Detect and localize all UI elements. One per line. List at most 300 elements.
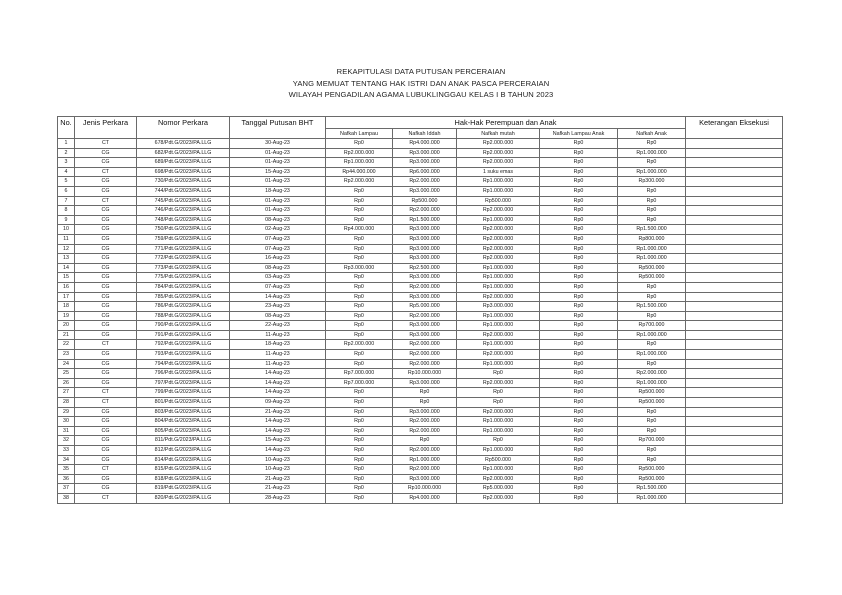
cell-nafkah-lampau: Rp0	[326, 302, 393, 312]
cell-tanggal-putusan: 01-Aug-23	[230, 158, 326, 168]
cell-nafkah-mutah: Rp2.000.000	[457, 234, 540, 244]
cell-nomor-perkara: 805/Pdt.G/2023/PA.LLG	[137, 426, 230, 436]
cell-nafkah-lampau: Rp3.000.000	[326, 263, 393, 273]
cell-nafkah-lampau-anak: Rp0	[540, 186, 618, 196]
cell-keterangan-eksekusi	[686, 311, 783, 321]
cell-nomor-perkara: 792/Pdt.G/2023/PA.LLG	[137, 340, 230, 350]
cell-tanggal-putusan: 07-Aug-23	[230, 244, 326, 254]
cell-nafkah-iddah: Rp2.000.000	[393, 465, 457, 475]
cell-nafkah-lampau: Rp0	[326, 388, 393, 398]
cell-nomor-perkara: 750/Pdt.G/2023/PA.LLG	[137, 225, 230, 235]
cell-tanggal-putusan: 14-Aug-23	[230, 426, 326, 436]
cell-nafkah-lampau: Rp0	[326, 359, 393, 369]
cell-jenis-perkara: CG	[75, 292, 137, 302]
cell-nomor-perkara: 790/Pdt.G/2023/PA.LLG	[137, 321, 230, 331]
subheader-nafkah-mutah: Nafkah mutah	[457, 129, 540, 139]
cell-jenis-perkara: CG	[75, 206, 137, 216]
subheader-nafkah-iddah: Nafkah Iddah	[393, 129, 457, 139]
cell-nomor-perkara: 818/Pdt.G/2023/PA.LLG	[137, 474, 230, 484]
cell-nafkah-iddah: Rp2.000.000	[393, 446, 457, 456]
cell-nafkah-iddah: Rp1.500.000	[393, 215, 457, 225]
cell-keterangan-eksekusi	[686, 302, 783, 312]
cell-nomor-perkara: 682/Pdt.G/2023/PA.LLG	[137, 148, 230, 158]
cell-nafkah-anak: Rp0	[618, 417, 686, 427]
cell-nomor-perkara: 748/Pdt.G/2023/PA.LLG	[137, 215, 230, 225]
cell-tanggal-putusan: 10-Aug-23	[230, 455, 326, 465]
cell-nafkah-lampau-anak: Rp0	[540, 254, 618, 264]
cell-nafkah-mutah: Rp2.000.000	[457, 244, 540, 254]
cell-nafkah-iddah: Rp0	[393, 436, 457, 446]
cell-nafkah-anak: Rp1.500.000	[618, 484, 686, 494]
cell-nafkah-mutah: Rp2.000.000	[457, 148, 540, 158]
cell-nafkah-lampau-anak: Rp0	[540, 225, 618, 235]
cell-nafkah-lampau-anak: Rp0	[540, 244, 618, 254]
header-tanggal-putusan: Tanggal Putusan BHT	[230, 117, 326, 139]
cell-nafkah-anak: Rp0	[618, 340, 686, 350]
cell-jenis-perkara: CG	[75, 359, 137, 369]
cell-nomor-perkara: 801/Pdt.G/2023/PA.LLG	[137, 398, 230, 408]
cell-keterangan-eksekusi	[686, 388, 783, 398]
subheader-nafkah-anak: Nafkah Anak	[618, 129, 686, 139]
cell-nomor-perkara: 812/Pdt.G/2023/PA.LLG	[137, 446, 230, 456]
table-row	[58, 225, 783, 235]
cell-nafkah-anak: Rp0	[618, 407, 686, 417]
table-row	[58, 186, 783, 196]
cell-tanggal-putusan: 21-Aug-23	[230, 484, 326, 494]
cell-tanggal-putusan: 08-Aug-23	[230, 263, 326, 273]
cell-tanggal-putusan: 18-Aug-23	[230, 186, 326, 196]
cell-nafkah-anak: Rp0	[618, 426, 686, 436]
cell-nomor-perkara: 745/Pdt.G/2023/PA.LLG	[137, 196, 230, 206]
cell-no: 17	[58, 292, 75, 302]
cell-nafkah-lampau-anak: Rp0	[540, 282, 618, 292]
cell-nafkah-mutah: Rp1.000.000	[457, 340, 540, 350]
cell-nomor-perkara: 819/Pdt.G/2023/PA.LLG	[137, 484, 230, 494]
cell-jenis-perkara: CG	[75, 244, 137, 254]
cell-nafkah-lampau-anak: Rp0	[540, 215, 618, 225]
cell-tanggal-putusan: 18-Aug-23	[230, 340, 326, 350]
cell-nafkah-anak: Rp0	[618, 196, 686, 206]
cell-nomor-perkara: 771/Pdt.G/2023/PA.LLG	[137, 244, 230, 254]
cell-nafkah-anak: Rp0	[618, 311, 686, 321]
cell-nafkah-iddah: Rp0	[393, 388, 457, 398]
cell-keterangan-eksekusi	[686, 263, 783, 273]
cell-jenis-perkara: CG	[75, 436, 137, 446]
table-row	[58, 196, 783, 206]
cell-no: 24	[58, 359, 75, 369]
cell-nafkah-lampau-anak: Rp0	[540, 196, 618, 206]
cell-nafkah-iddah: Rp3.000.000	[393, 407, 457, 417]
cell-nafkah-iddah: Rp3.000.000	[393, 330, 457, 340]
cell-jenis-perkara: CG	[75, 455, 137, 465]
cell-jenis-perkara: CG	[75, 186, 137, 196]
cell-nafkah-anak: Rp0	[618, 446, 686, 456]
cell-nafkah-anak: Rp700.000	[618, 436, 686, 446]
rekap-table	[57, 116, 783, 504]
cell-nafkah-anak: Rp1.500.000	[618, 302, 686, 312]
header-jenis-perkara: Jenis Perkara	[75, 117, 137, 139]
cell-jenis-perkara: CG	[75, 282, 137, 292]
cell-no: 30	[58, 417, 75, 427]
cell-tanggal-putusan: 01-Aug-23	[230, 177, 326, 187]
cell-jenis-perkara: CG	[75, 484, 137, 494]
cell-nomor-perkara: 811/Pdt.G/2023/PA.LLG	[137, 436, 230, 446]
cell-nafkah-mutah: Rp1.000.000	[457, 273, 540, 283]
cell-nafkah-anak: Rp0	[618, 158, 686, 168]
cell-nafkah-anak: Rp0	[618, 215, 686, 225]
cell-jenis-perkara: CG	[75, 350, 137, 360]
cell-nafkah-lampau: Rp0	[326, 273, 393, 283]
cell-nafkah-iddah: Rp3.000.000	[393, 321, 457, 331]
cell-nafkah-mutah: Rp1.000.000	[457, 417, 540, 427]
cell-jenis-perkara: CT	[75, 196, 137, 206]
cell-jenis-perkara: CG	[75, 225, 137, 235]
cell-nomor-perkara: 791/Pdt.G/2023/PA.LLG	[137, 330, 230, 340]
cell-nomor-perkara: 785/Pdt.G/2023/PA.LLG	[137, 292, 230, 302]
cell-tanggal-putusan: 21-Aug-23	[230, 407, 326, 417]
cell-keterangan-eksekusi	[686, 215, 783, 225]
cell-nafkah-lampau: Rp7.000.000	[326, 378, 393, 388]
cell-tanggal-putusan: 11-Aug-23	[230, 350, 326, 360]
cell-nafkah-mutah: Rp2.000.000	[457, 350, 540, 360]
cell-jenis-perkara: CG	[75, 417, 137, 427]
cell-nafkah-mutah: Rp2.000.000	[457, 158, 540, 168]
table-row	[58, 215, 783, 225]
cell-nomor-perkara: 788/Pdt.G/2023/PA.LLG	[137, 311, 230, 321]
cell-nafkah-lampau-anak: Rp0	[540, 407, 618, 417]
cell-no: 36	[58, 474, 75, 484]
cell-tanggal-putusan: 01-Aug-23	[230, 206, 326, 216]
cell-keterangan-eksekusi	[686, 139, 783, 149]
cell-keterangan-eksekusi	[686, 493, 783, 503]
cell-nafkah-lampau-anak: Rp0	[540, 369, 618, 379]
cell-nomor-perkara: 786/Pdt.G/2023/PA.LLG	[137, 302, 230, 312]
cell-nafkah-lampau: Rp2.000.000	[326, 148, 393, 158]
cell-nafkah-iddah: Rp3.000.000	[393, 474, 457, 484]
cell-nafkah-anak: Rp500.000	[618, 398, 686, 408]
cell-keterangan-eksekusi	[686, 321, 783, 331]
table-row	[58, 167, 783, 177]
table-row	[58, 177, 783, 187]
subheader-nafkah-lampau: Nafkah Lampau	[326, 129, 393, 139]
cell-nafkah-iddah: Rp2.000.000	[393, 206, 457, 216]
cell-jenis-perkara: CT	[75, 139, 137, 149]
cell-tanggal-putusan: 01-Aug-23	[230, 196, 326, 206]
cell-no: 5	[58, 177, 75, 187]
table-row	[58, 493, 783, 503]
table-row	[58, 292, 783, 302]
subheader-nafkah-lampau-anak: Nafkah Lampau Anak	[540, 129, 618, 139]
cell-jenis-perkara: CG	[75, 158, 137, 168]
cell-nafkah-lampau: Rp7.000.000	[326, 369, 393, 379]
cell-nafkah-iddah: Rp3.000.000	[393, 244, 457, 254]
cell-no: 19	[58, 311, 75, 321]
cell-nafkah-lampau-anak: Rp0	[540, 417, 618, 427]
cell-no: 2	[58, 148, 75, 158]
cell-nafkah-mutah: Rp1.000.000	[457, 359, 540, 369]
cell-nafkah-lampau-anak: Rp0	[540, 350, 618, 360]
cell-no: 34	[58, 455, 75, 465]
cell-nafkah-iddah: Rp3.000.000	[393, 273, 457, 283]
cell-tanggal-putusan: 08-Aug-23	[230, 311, 326, 321]
cell-nomor-perkara: 744/Pdt.G/2023/PA.LLG	[137, 186, 230, 196]
cell-nafkah-iddah: Rp6.000.000	[393, 167, 457, 177]
table-row	[58, 282, 783, 292]
cell-keterangan-eksekusi	[686, 292, 783, 302]
cell-keterangan-eksekusi	[686, 148, 783, 158]
cell-nomor-perkara: 814/Pdt.G/2023/PA.LLG	[137, 455, 230, 465]
cell-nafkah-lampau-anak: Rp0	[540, 206, 618, 216]
cell-no: 21	[58, 330, 75, 340]
cell-nafkah-mutah: Rp2.000.000	[457, 378, 540, 388]
cell-jenis-perkara: CT	[75, 388, 137, 398]
cell-nafkah-lampau-anak: Rp0	[540, 398, 618, 408]
cell-no: 25	[58, 369, 75, 379]
cell-nafkah-mutah: Rp2.000.000	[457, 474, 540, 484]
cell-nafkah-lampau-anak: Rp0	[540, 321, 618, 331]
cell-no: 8	[58, 206, 75, 216]
cell-nafkah-lampau-anak: Rp0	[540, 426, 618, 436]
cell-nafkah-anak: Rp0	[618, 292, 686, 302]
cell-nafkah-lampau-anak: Rp0	[540, 292, 618, 302]
cell-nafkah-iddah: Rp2.000.000	[393, 282, 457, 292]
cell-jenis-perkara: CG	[75, 330, 137, 340]
table-row	[58, 350, 783, 360]
cell-nafkah-iddah: Rp3.000.000	[393, 234, 457, 244]
table-row	[58, 474, 783, 484]
cell-nomor-perkara: 796/Pdt.G/2023/PA.LLG	[137, 369, 230, 379]
cell-nafkah-mutah: Rp0	[457, 398, 540, 408]
cell-keterangan-eksekusi	[686, 369, 783, 379]
cell-nomor-perkara: 803/Pdt.G/2023/PA.LLG	[137, 407, 230, 417]
cell-nafkah-lampau: Rp0	[326, 465, 393, 475]
cell-jenis-perkara: CG	[75, 263, 137, 273]
cell-nomor-perkara: 698/Pdt.G/2023/PA.LLG	[137, 167, 230, 177]
cell-nomor-perkara: 730/Pdt.G/2023/PA.LLG	[137, 177, 230, 187]
table-row	[58, 302, 783, 312]
cell-nafkah-lampau: Rp0	[326, 282, 393, 292]
cell-keterangan-eksekusi	[686, 350, 783, 360]
cell-nafkah-lampau: Rp0	[326, 206, 393, 216]
cell-tanggal-putusan: 07-Aug-23	[230, 282, 326, 292]
cell-tanggal-putusan: 14-Aug-23	[230, 388, 326, 398]
cell-nafkah-lampau: Rp1.000.000	[326, 158, 393, 168]
table-row	[58, 321, 783, 331]
cell-keterangan-eksekusi	[686, 474, 783, 484]
cell-nafkah-lampau-anak: Rp0	[540, 340, 618, 350]
cell-nafkah-lampau: Rp0	[326, 139, 393, 149]
cell-nafkah-lampau: Rp2.000.000	[326, 177, 393, 187]
cell-nafkah-lampau-anak: Rp0	[540, 158, 618, 168]
cell-tanggal-putusan: 14-Aug-23	[230, 417, 326, 427]
cell-keterangan-eksekusi	[686, 273, 783, 283]
table-row	[58, 206, 783, 216]
cell-tanggal-putusan: 14-Aug-23	[230, 378, 326, 388]
table-row	[58, 254, 783, 264]
cell-nafkah-iddah: Rp3.000.000	[393, 225, 457, 235]
cell-jenis-perkara: CG	[75, 302, 137, 312]
cell-nafkah-lampau: Rp0	[326, 455, 393, 465]
cell-nafkah-mutah: Rp2.000.000	[457, 254, 540, 264]
cell-nafkah-anak: Rp1.500.000	[618, 225, 686, 235]
cell-nafkah-mutah: Rp1.000.000	[457, 177, 540, 187]
cell-no: 9	[58, 215, 75, 225]
cell-nafkah-anak: Rp0	[618, 282, 686, 292]
cell-no: 12	[58, 244, 75, 254]
cell-jenis-perkara: CG	[75, 215, 137, 225]
cell-nomor-perkara: 689/Pdt.G/2023/PA.LLG	[137, 158, 230, 168]
cell-nafkah-lampau-anak: Rp0	[540, 263, 618, 273]
table-row	[58, 388, 783, 398]
cell-nafkah-lampau-anak: Rp0	[540, 148, 618, 158]
cell-nafkah-lampau: Rp0	[326, 321, 393, 331]
cell-nafkah-mutah: Rp2.000.000	[457, 330, 540, 340]
cell-no: 3	[58, 158, 75, 168]
cell-nafkah-iddah: Rp3.000.000	[393, 292, 457, 302]
cell-no: 10	[58, 225, 75, 235]
cell-nafkah-iddah: Rp2.000.000	[393, 350, 457, 360]
cell-tanggal-putusan: 30-Aug-23	[230, 139, 326, 149]
cell-nomor-perkara: 772/Pdt.G/2023/PA.LLG	[137, 254, 230, 264]
table-row	[58, 273, 783, 283]
cell-tanggal-putusan: 08-Aug-23	[230, 215, 326, 225]
cell-no: 16	[58, 282, 75, 292]
cell-nafkah-lampau-anak: Rp0	[540, 465, 618, 475]
cell-jenis-perkara: CG	[75, 273, 137, 283]
table-row	[58, 446, 783, 456]
cell-nafkah-anak: Rp300.000	[618, 177, 686, 187]
cell-nafkah-anak: Rp1.000.000	[618, 350, 686, 360]
table-row	[58, 484, 783, 494]
cell-nafkah-mutah: Rp2.000.000	[457, 225, 540, 235]
cell-nafkah-mutah: Rp1.000.000	[457, 263, 540, 273]
cell-nafkah-mutah: Rp0	[457, 388, 540, 398]
cell-nafkah-lampau-anak: Rp0	[540, 234, 618, 244]
cell-nomor-perkara: 804/Pdt.G/2023/PA.LLG	[137, 417, 230, 427]
cell-jenis-perkara: CG	[75, 369, 137, 379]
cell-nafkah-iddah: Rp1.000.000	[393, 455, 457, 465]
cell-no: 29	[58, 407, 75, 417]
cell-nafkah-iddah: Rp2.000.000	[393, 359, 457, 369]
cell-no: 11	[58, 234, 75, 244]
table-row	[58, 234, 783, 244]
cell-nomor-perkara: 784/Pdt.G/2023/PA.LLG	[137, 282, 230, 292]
table-row	[58, 417, 783, 427]
cell-nafkah-mutah: Rp1.000.000	[457, 426, 540, 436]
cell-keterangan-eksekusi	[686, 158, 783, 168]
table-row	[58, 311, 783, 321]
table-row	[58, 426, 783, 436]
cell-nafkah-lampau-anak: Rp0	[540, 167, 618, 177]
cell-nafkah-anak: Rp0	[618, 359, 686, 369]
cell-nafkah-mutah: Rp1.000.000	[457, 215, 540, 225]
cell-nafkah-mutah: Rp1.000.000	[457, 282, 540, 292]
cell-jenis-perkara: CG	[75, 148, 137, 158]
cell-nafkah-anak: Rp500.000	[618, 465, 686, 475]
cell-tanggal-putusan: 15-Aug-23	[230, 167, 326, 177]
cell-nafkah-mutah: Rp5.000.000	[457, 484, 540, 494]
cell-tanggal-putusan: 28-Aug-23	[230, 493, 326, 503]
table-row	[58, 465, 783, 475]
cell-jenis-perkara: CG	[75, 378, 137, 388]
cell-nafkah-lampau: Rp0	[326, 446, 393, 456]
cell-no: 38	[58, 493, 75, 503]
cell-nafkah-lampau: Rp0	[326, 493, 393, 503]
cell-nomor-perkara: 793/Pdt.G/2023/PA.LLG	[137, 350, 230, 360]
cell-nafkah-mutah: Rp1.000.000	[457, 446, 540, 456]
cell-no: 4	[58, 167, 75, 177]
cell-nafkah-anak: Rp1.000.000	[618, 330, 686, 340]
cell-nafkah-lampau-anak: Rp0	[540, 311, 618, 321]
cell-nafkah-iddah: Rp2.000.000	[393, 311, 457, 321]
cell-nafkah-iddah: Rp2.000.000	[393, 340, 457, 350]
cell-tanggal-putusan: 11-Aug-23	[230, 330, 326, 340]
cell-jenis-perkara: CG	[75, 254, 137, 264]
cell-nomor-perkara: 678/Pdt.G/2023/PA.LLG	[137, 139, 230, 149]
cell-nafkah-iddah: Rp5.000.000	[393, 302, 457, 312]
table-row	[58, 263, 783, 273]
cell-nafkah-iddah: Rp4.000.000	[393, 493, 457, 503]
cell-nafkah-lampau: Rp0	[326, 417, 393, 427]
cell-no: 23	[58, 350, 75, 360]
cell-nafkah-lampau-anak: Rp0	[540, 474, 618, 484]
cell-nafkah-anak: Rp1.000.000	[618, 148, 686, 158]
cell-tanggal-putusan: 02-Aug-23	[230, 225, 326, 235]
cell-nafkah-lampau-anak: Rp0	[540, 177, 618, 187]
cell-nafkah-iddah: Rp2.500.000	[393, 263, 457, 273]
cell-no: 6	[58, 186, 75, 196]
cell-no: 27	[58, 388, 75, 398]
cell-nafkah-lampau-anak: Rp0	[540, 493, 618, 503]
cell-nafkah-mutah: Rp0	[457, 369, 540, 379]
cell-nafkah-iddah: Rp3.000.000	[393, 186, 457, 196]
cell-nafkah-mutah: Rp0	[457, 436, 540, 446]
cell-jenis-perkara: CG	[75, 446, 137, 456]
cell-nafkah-lampau: Rp2.000.000	[326, 340, 393, 350]
cell-keterangan-eksekusi	[686, 417, 783, 427]
cell-nafkah-anak: Rp1.000.000	[618, 493, 686, 503]
header-no: No.	[58, 117, 75, 139]
cell-nafkah-iddah: Rp10.000.000	[393, 369, 457, 379]
cell-jenis-perkara: CG	[75, 321, 137, 331]
cell-nafkah-iddah: Rp3.000.000	[393, 254, 457, 264]
cell-tanggal-putusan: 11-Aug-23	[230, 359, 326, 369]
cell-nafkah-anak: Rp1.000.000	[618, 254, 686, 264]
title-line-3: WILAYAH PENGADILAN AGAMA LUBUKLINGGAU KELAS I B TAHUN 2023	[288, 90, 554, 99]
cell-nafkah-anak: Rp0	[618, 455, 686, 465]
cell-nafkah-lampau-anak: Rp0	[540, 330, 618, 340]
cell-jenis-perkara: CG	[75, 311, 137, 321]
cell-no: 35	[58, 465, 75, 475]
cell-nafkah-iddah: Rp10.000.000	[393, 484, 457, 494]
table-row	[58, 148, 783, 158]
cell-nomor-perkara: 820/Pdt.G/2023/PA.LLG	[137, 493, 230, 503]
cell-keterangan-eksekusi	[686, 407, 783, 417]
title-line-2: YANG MEMUAT TENTANG HAK ISTRI DAN ANAK PASCA PERCERAIAN	[292, 78, 550, 88]
cell-no: 18	[58, 302, 75, 312]
table-row	[58, 330, 783, 340]
table-row	[58, 244, 783, 254]
cell-nomor-perkara: 775/Pdt.G/2023/PA.LLG	[137, 273, 230, 283]
cell-nafkah-lampau: Rp44.000.000	[326, 167, 393, 177]
cell-keterangan-eksekusi	[686, 282, 783, 292]
cell-no: 22	[58, 340, 75, 350]
cell-nafkah-mutah: 1 suku emas	[457, 167, 540, 177]
cell-nafkah-lampau-anak: Rp0	[540, 273, 618, 283]
cell-jenis-perkara: CT	[75, 340, 137, 350]
title-line-1: REKAPITULASI DATA PUTUSAN PERCERAIAN	[336, 67, 506, 76]
cell-keterangan-eksekusi	[686, 177, 783, 187]
